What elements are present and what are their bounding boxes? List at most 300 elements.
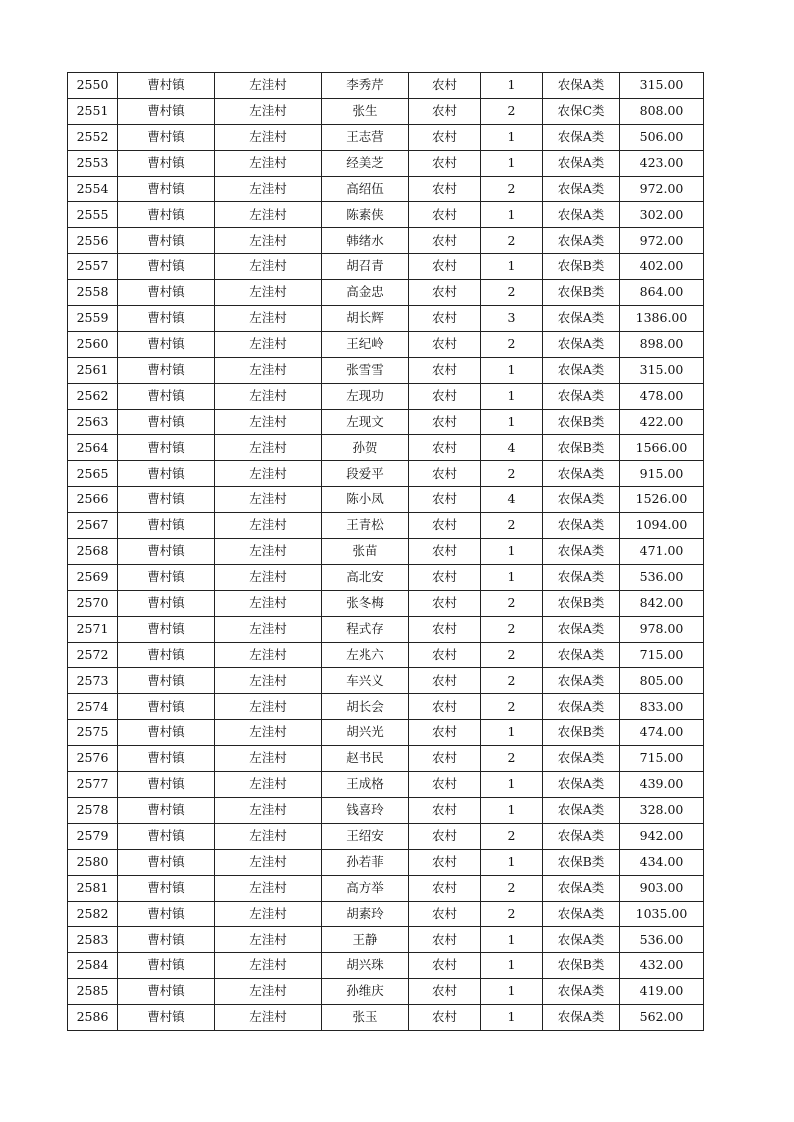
category-cell: 农村 xyxy=(409,254,481,280)
category-cell: 农村 xyxy=(409,746,481,772)
table-row xyxy=(68,720,704,746)
table-row xyxy=(68,435,704,461)
table-row xyxy=(68,590,704,616)
amount-cell: 402.00 xyxy=(620,254,704,280)
row-number-cell: 2550 xyxy=(68,73,118,99)
insurance-type-cell: 农保B类 xyxy=(543,590,620,616)
category-cell: 农村 xyxy=(409,901,481,927)
amount-cell: 302.00 xyxy=(620,202,704,228)
table-body xyxy=(68,73,704,1031)
township-cell: 曹村镇 xyxy=(118,228,215,254)
township-cell: 曹村镇 xyxy=(118,616,215,642)
category-cell: 农村 xyxy=(409,124,481,150)
category-cell: 农村 xyxy=(409,979,481,1005)
row-number-cell: 2580 xyxy=(68,849,118,875)
category-cell: 农村 xyxy=(409,461,481,487)
row-number-cell: 2565 xyxy=(68,461,118,487)
township-cell: 曹村镇 xyxy=(118,953,215,979)
table-row xyxy=(68,487,704,513)
table-row xyxy=(68,150,704,176)
township-cell: 曹村镇 xyxy=(118,823,215,849)
township-cell: 曹村镇 xyxy=(118,875,215,901)
table-row xyxy=(68,228,704,254)
category-cell: 农村 xyxy=(409,331,481,357)
row-number-cell: 2561 xyxy=(68,357,118,383)
category-cell: 农村 xyxy=(409,694,481,720)
household-count-cell: 1 xyxy=(481,953,543,979)
household-count-cell: 2 xyxy=(481,461,543,487)
name-cell: 段爱平 xyxy=(322,461,409,487)
household-count-cell: 1 xyxy=(481,720,543,746)
table-row xyxy=(68,849,704,875)
village-cell: 左洼村 xyxy=(215,228,322,254)
category-cell: 农村 xyxy=(409,409,481,435)
table-row xyxy=(68,797,704,823)
table-row xyxy=(68,513,704,539)
village-cell: 左洼村 xyxy=(215,694,322,720)
amount-cell: 715.00 xyxy=(620,642,704,668)
village-cell: 左洼村 xyxy=(215,383,322,409)
category-cell: 农村 xyxy=(409,875,481,901)
category-cell: 农村 xyxy=(409,357,481,383)
insurance-type-cell: 农保A类 xyxy=(543,461,620,487)
category-cell: 农村 xyxy=(409,435,481,461)
category-cell: 农村 xyxy=(409,487,481,513)
township-cell: 曹村镇 xyxy=(118,357,215,383)
township-cell: 曹村镇 xyxy=(118,254,215,280)
amount-cell: 972.00 xyxy=(620,228,704,254)
township-cell: 曹村镇 xyxy=(118,979,215,1005)
township-cell: 曹村镇 xyxy=(118,331,215,357)
table-row xyxy=(68,616,704,642)
name-cell: 胡兴光 xyxy=(322,720,409,746)
category-cell: 农村 xyxy=(409,849,481,875)
table-row xyxy=(68,202,704,228)
table-row xyxy=(68,280,704,306)
category-cell: 农村 xyxy=(409,228,481,254)
row-number-cell: 2566 xyxy=(68,487,118,513)
table-row xyxy=(68,539,704,565)
household-count-cell: 2 xyxy=(481,668,543,694)
table-row xyxy=(68,901,704,927)
village-cell: 左洼村 xyxy=(215,150,322,176)
household-count-cell: 1 xyxy=(481,409,543,435)
row-number-cell: 2569 xyxy=(68,564,118,590)
table-row xyxy=(68,306,704,332)
amount-cell: 432.00 xyxy=(620,953,704,979)
row-number-cell: 2576 xyxy=(68,746,118,772)
name-cell: 高金忠 xyxy=(322,280,409,306)
household-count-cell: 1 xyxy=(481,797,543,823)
village-cell: 左洼村 xyxy=(215,461,322,487)
table-row xyxy=(68,461,704,487)
name-cell: 程式存 xyxy=(322,616,409,642)
village-cell: 左洼村 xyxy=(215,306,322,332)
row-number-cell: 2555 xyxy=(68,202,118,228)
household-count-cell: 2 xyxy=(481,642,543,668)
township-cell: 曹村镇 xyxy=(118,694,215,720)
insurance-type-cell: 农保A类 xyxy=(543,642,620,668)
amount-cell: 1566.00 xyxy=(620,435,704,461)
name-cell: 李秀芹 xyxy=(322,73,409,99)
name-cell: 张冬梅 xyxy=(322,590,409,616)
category-cell: 农村 xyxy=(409,176,481,202)
household-count-cell: 1 xyxy=(481,539,543,565)
village-cell: 左洼村 xyxy=(215,254,322,280)
amount-cell: 715.00 xyxy=(620,746,704,772)
amount-cell: 808.00 xyxy=(620,98,704,124)
name-cell: 陈素侠 xyxy=(322,202,409,228)
table-row xyxy=(68,176,704,202)
township-cell: 曹村镇 xyxy=(118,150,215,176)
table-row xyxy=(68,1005,704,1031)
village-cell: 左洼村 xyxy=(215,953,322,979)
village-cell: 左洼村 xyxy=(215,539,322,565)
amount-cell: 915.00 xyxy=(620,461,704,487)
row-number-cell: 2553 xyxy=(68,150,118,176)
township-cell: 曹村镇 xyxy=(118,306,215,332)
row-number-cell: 2568 xyxy=(68,539,118,565)
household-count-cell: 2 xyxy=(481,694,543,720)
village-cell: 左洼村 xyxy=(215,927,322,953)
insurance-type-cell: 农保B类 xyxy=(543,435,620,461)
insurance-type-cell: 农保B类 xyxy=(543,254,620,280)
insurance-type-cell: 农保A类 xyxy=(543,513,620,539)
amount-cell: 536.00 xyxy=(620,927,704,953)
amount-cell: 315.00 xyxy=(620,357,704,383)
village-cell: 左洼村 xyxy=(215,823,322,849)
row-number-cell: 2575 xyxy=(68,720,118,746)
household-count-cell: 2 xyxy=(481,98,543,124)
name-cell: 王纪岭 xyxy=(322,331,409,357)
insurance-type-cell: 农保A类 xyxy=(543,306,620,332)
township-cell: 曹村镇 xyxy=(118,280,215,306)
insurance-type-cell: 农保B类 xyxy=(543,280,620,306)
amount-cell: 315.00 xyxy=(620,73,704,99)
table-row xyxy=(68,875,704,901)
township-cell: 曹村镇 xyxy=(118,98,215,124)
township-cell: 曹村镇 xyxy=(118,124,215,150)
row-number-cell: 2577 xyxy=(68,772,118,798)
village-cell: 左洼村 xyxy=(215,772,322,798)
household-count-cell: 1 xyxy=(481,1005,543,1031)
amount-cell: 328.00 xyxy=(620,797,704,823)
name-cell: 胡素玲 xyxy=(322,901,409,927)
township-cell: 曹村镇 xyxy=(118,668,215,694)
household-count-cell: 1 xyxy=(481,383,543,409)
amount-cell: 978.00 xyxy=(620,616,704,642)
row-number-cell: 2573 xyxy=(68,668,118,694)
village-cell: 左洼村 xyxy=(215,616,322,642)
household-count-cell: 1 xyxy=(481,73,543,99)
amount-cell: 536.00 xyxy=(620,564,704,590)
household-count-cell: 2 xyxy=(481,176,543,202)
category-cell: 农村 xyxy=(409,797,481,823)
township-cell: 曹村镇 xyxy=(118,461,215,487)
table-row xyxy=(68,124,704,150)
name-cell: 张雪雪 xyxy=(322,357,409,383)
amount-cell: 562.00 xyxy=(620,1005,704,1031)
village-cell: 左洼村 xyxy=(215,849,322,875)
category-cell: 农村 xyxy=(409,772,481,798)
amount-cell: 419.00 xyxy=(620,979,704,1005)
insurance-type-cell: 农保A类 xyxy=(543,694,620,720)
household-count-cell: 1 xyxy=(481,564,543,590)
amount-cell: 805.00 xyxy=(620,668,704,694)
category-cell: 农村 xyxy=(409,539,481,565)
category-cell: 农村 xyxy=(409,564,481,590)
amount-cell: 434.00 xyxy=(620,849,704,875)
village-cell: 左洼村 xyxy=(215,901,322,927)
household-count-cell: 1 xyxy=(481,254,543,280)
insurance-type-cell: 农保A类 xyxy=(543,331,620,357)
name-cell: 陈小凤 xyxy=(322,487,409,513)
household-count-cell: 2 xyxy=(481,280,543,306)
village-cell: 左洼村 xyxy=(215,720,322,746)
household-count-cell: 1 xyxy=(481,927,543,953)
name-cell: 高方举 xyxy=(322,875,409,901)
data-table xyxy=(67,72,704,1031)
household-count-cell: 2 xyxy=(481,823,543,849)
table-row xyxy=(68,357,704,383)
amount-cell: 423.00 xyxy=(620,150,704,176)
household-count-cell: 2 xyxy=(481,616,543,642)
row-number-cell: 2586 xyxy=(68,1005,118,1031)
township-cell: 曹村镇 xyxy=(118,383,215,409)
category-cell: 农村 xyxy=(409,823,481,849)
township-cell: 曹村镇 xyxy=(118,720,215,746)
insurance-type-cell: 农保A类 xyxy=(543,539,620,565)
village-cell: 左洼村 xyxy=(215,590,322,616)
insurance-type-cell: 农保A类 xyxy=(543,202,620,228)
insurance-type-cell: 农保A类 xyxy=(543,823,620,849)
village-cell: 左洼村 xyxy=(215,409,322,435)
amount-cell: 439.00 xyxy=(620,772,704,798)
township-cell: 曹村镇 xyxy=(118,73,215,99)
name-cell: 张玉 xyxy=(322,1005,409,1031)
name-cell: 左兆六 xyxy=(322,642,409,668)
amount-cell: 1035.00 xyxy=(620,901,704,927)
name-cell: 孙若菲 xyxy=(322,849,409,875)
household-count-cell: 2 xyxy=(481,513,543,539)
village-cell: 左洼村 xyxy=(215,797,322,823)
category-cell: 农村 xyxy=(409,306,481,332)
category-cell: 农村 xyxy=(409,202,481,228)
row-number-cell: 2582 xyxy=(68,901,118,927)
village-cell: 左洼村 xyxy=(215,357,322,383)
village-cell: 左洼村 xyxy=(215,564,322,590)
row-number-cell: 2584 xyxy=(68,953,118,979)
name-cell: 胡兴珠 xyxy=(322,953,409,979)
table-row xyxy=(68,409,704,435)
household-count-cell: 4 xyxy=(481,435,543,461)
category-cell: 农村 xyxy=(409,73,481,99)
insurance-type-cell: 农保A类 xyxy=(543,979,620,1005)
row-number-cell: 2572 xyxy=(68,642,118,668)
household-count-cell: 2 xyxy=(481,746,543,772)
category-cell: 农村 xyxy=(409,616,481,642)
table-row xyxy=(68,98,704,124)
name-cell: 张苗 xyxy=(322,539,409,565)
category-cell: 农村 xyxy=(409,1005,481,1031)
insurance-type-cell: 农保B类 xyxy=(543,953,620,979)
row-number-cell: 2558 xyxy=(68,280,118,306)
insurance-type-cell: 农保B类 xyxy=(543,409,620,435)
insurance-type-cell: 农保A类 xyxy=(543,487,620,513)
household-count-cell: 1 xyxy=(481,979,543,1005)
amount-cell: 1094.00 xyxy=(620,513,704,539)
amount-cell: 471.00 xyxy=(620,539,704,565)
village-cell: 左洼村 xyxy=(215,98,322,124)
township-cell: 曹村镇 xyxy=(118,746,215,772)
household-count-cell: 1 xyxy=(481,849,543,875)
amount-cell: 478.00 xyxy=(620,383,704,409)
township-cell: 曹村镇 xyxy=(118,513,215,539)
name-cell: 左现功 xyxy=(322,383,409,409)
township-cell: 曹村镇 xyxy=(118,176,215,202)
insurance-type-cell: 农保A类 xyxy=(543,1005,620,1031)
village-cell: 左洼村 xyxy=(215,331,322,357)
amount-cell: 474.00 xyxy=(620,720,704,746)
row-number-cell: 2556 xyxy=(68,228,118,254)
row-number-cell: 2581 xyxy=(68,875,118,901)
name-cell: 左现文 xyxy=(322,409,409,435)
amount-cell: 903.00 xyxy=(620,875,704,901)
amount-cell: 972.00 xyxy=(620,176,704,202)
row-number-cell: 2579 xyxy=(68,823,118,849)
household-count-cell: 1 xyxy=(481,202,543,228)
township-cell: 曹村镇 xyxy=(118,539,215,565)
row-number-cell: 2570 xyxy=(68,590,118,616)
category-cell: 农村 xyxy=(409,513,481,539)
name-cell: 高绍伍 xyxy=(322,176,409,202)
household-count-cell: 2 xyxy=(481,228,543,254)
township-cell: 曹村镇 xyxy=(118,772,215,798)
row-number-cell: 2564 xyxy=(68,435,118,461)
village-cell: 左洼村 xyxy=(215,642,322,668)
village-cell: 左洼村 xyxy=(215,875,322,901)
amount-cell: 1526.00 xyxy=(620,487,704,513)
row-number-cell: 2583 xyxy=(68,927,118,953)
amount-cell: 1386.00 xyxy=(620,306,704,332)
amount-cell: 422.00 xyxy=(620,409,704,435)
insurance-type-cell: 农保A类 xyxy=(543,228,620,254)
name-cell: 王静 xyxy=(322,927,409,953)
table-row xyxy=(68,746,704,772)
insurance-type-cell: 农保C类 xyxy=(543,98,620,124)
amount-cell: 942.00 xyxy=(620,823,704,849)
village-cell: 左洼村 xyxy=(215,513,322,539)
village-cell: 左洼村 xyxy=(215,435,322,461)
township-cell: 曹村镇 xyxy=(118,849,215,875)
township-cell: 曹村镇 xyxy=(118,435,215,461)
township-cell: 曹村镇 xyxy=(118,642,215,668)
insurance-type-cell: 农保A类 xyxy=(543,616,620,642)
name-cell: 张生 xyxy=(322,98,409,124)
table-row xyxy=(68,979,704,1005)
name-cell: 王成格 xyxy=(322,772,409,798)
township-cell: 曹村镇 xyxy=(118,797,215,823)
household-count-cell: 1 xyxy=(481,357,543,383)
township-cell: 曹村镇 xyxy=(118,202,215,228)
insurance-type-cell: 农保A类 xyxy=(543,772,620,798)
category-cell: 农村 xyxy=(409,590,481,616)
village-cell: 左洼村 xyxy=(215,280,322,306)
row-number-cell: 2562 xyxy=(68,383,118,409)
amount-cell: 833.00 xyxy=(620,694,704,720)
row-number-cell: 2554 xyxy=(68,176,118,202)
row-number-cell: 2574 xyxy=(68,694,118,720)
name-cell: 赵书民 xyxy=(322,746,409,772)
household-count-cell: 2 xyxy=(481,331,543,357)
row-number-cell: 2552 xyxy=(68,124,118,150)
insurance-type-cell: 农保A类 xyxy=(543,73,620,99)
name-cell: 王志营 xyxy=(322,124,409,150)
amount-cell: 506.00 xyxy=(620,124,704,150)
village-cell: 左洼村 xyxy=(215,176,322,202)
name-cell: 经美芝 xyxy=(322,150,409,176)
amount-cell: 842.00 xyxy=(620,590,704,616)
name-cell: 钱喜玲 xyxy=(322,797,409,823)
row-number-cell: 2560 xyxy=(68,331,118,357)
table-row xyxy=(68,642,704,668)
name-cell: 胡长辉 xyxy=(322,306,409,332)
category-cell: 农村 xyxy=(409,150,481,176)
village-cell: 左洼村 xyxy=(215,979,322,1005)
row-number-cell: 2567 xyxy=(68,513,118,539)
row-number-cell: 2559 xyxy=(68,306,118,332)
table-row xyxy=(68,564,704,590)
insurance-type-cell: 农保A类 xyxy=(543,797,620,823)
row-number-cell: 2571 xyxy=(68,616,118,642)
row-number-cell: 2557 xyxy=(68,254,118,280)
category-cell: 农村 xyxy=(409,927,481,953)
row-number-cell: 2551 xyxy=(68,98,118,124)
insurance-type-cell: 农保A类 xyxy=(543,746,620,772)
household-count-cell: 1 xyxy=(481,124,543,150)
village-cell: 左洼村 xyxy=(215,487,322,513)
insurance-type-cell: 农保A类 xyxy=(543,383,620,409)
village-cell: 左洼村 xyxy=(215,1005,322,1031)
name-cell: 韩绪水 xyxy=(322,228,409,254)
township-cell: 曹村镇 xyxy=(118,927,215,953)
row-number-cell: 2585 xyxy=(68,979,118,1005)
row-number-cell: 2563 xyxy=(68,409,118,435)
category-cell: 农村 xyxy=(409,383,481,409)
name-cell: 高北安 xyxy=(322,564,409,590)
household-count-cell: 2 xyxy=(481,875,543,901)
category-cell: 农村 xyxy=(409,953,481,979)
township-cell: 曹村镇 xyxy=(118,564,215,590)
name-cell: 王青松 xyxy=(322,513,409,539)
name-cell: 孙维庆 xyxy=(322,979,409,1005)
name-cell: 王绍安 xyxy=(322,823,409,849)
insurance-type-cell: 农保A类 xyxy=(543,176,620,202)
village-cell: 左洼村 xyxy=(215,124,322,150)
name-cell: 孙贺 xyxy=(322,435,409,461)
insurance-type-cell: 农保A类 xyxy=(543,875,620,901)
township-cell: 曹村镇 xyxy=(118,1005,215,1031)
insurance-type-cell: 农保B类 xyxy=(543,849,620,875)
table-row xyxy=(68,73,704,99)
table-row xyxy=(68,953,704,979)
category-cell: 农村 xyxy=(409,668,481,694)
village-cell: 左洼村 xyxy=(215,73,322,99)
amount-cell: 864.00 xyxy=(620,280,704,306)
insurance-type-cell: 农保B类 xyxy=(543,720,620,746)
household-count-cell: 1 xyxy=(481,772,543,798)
table-row xyxy=(68,331,704,357)
